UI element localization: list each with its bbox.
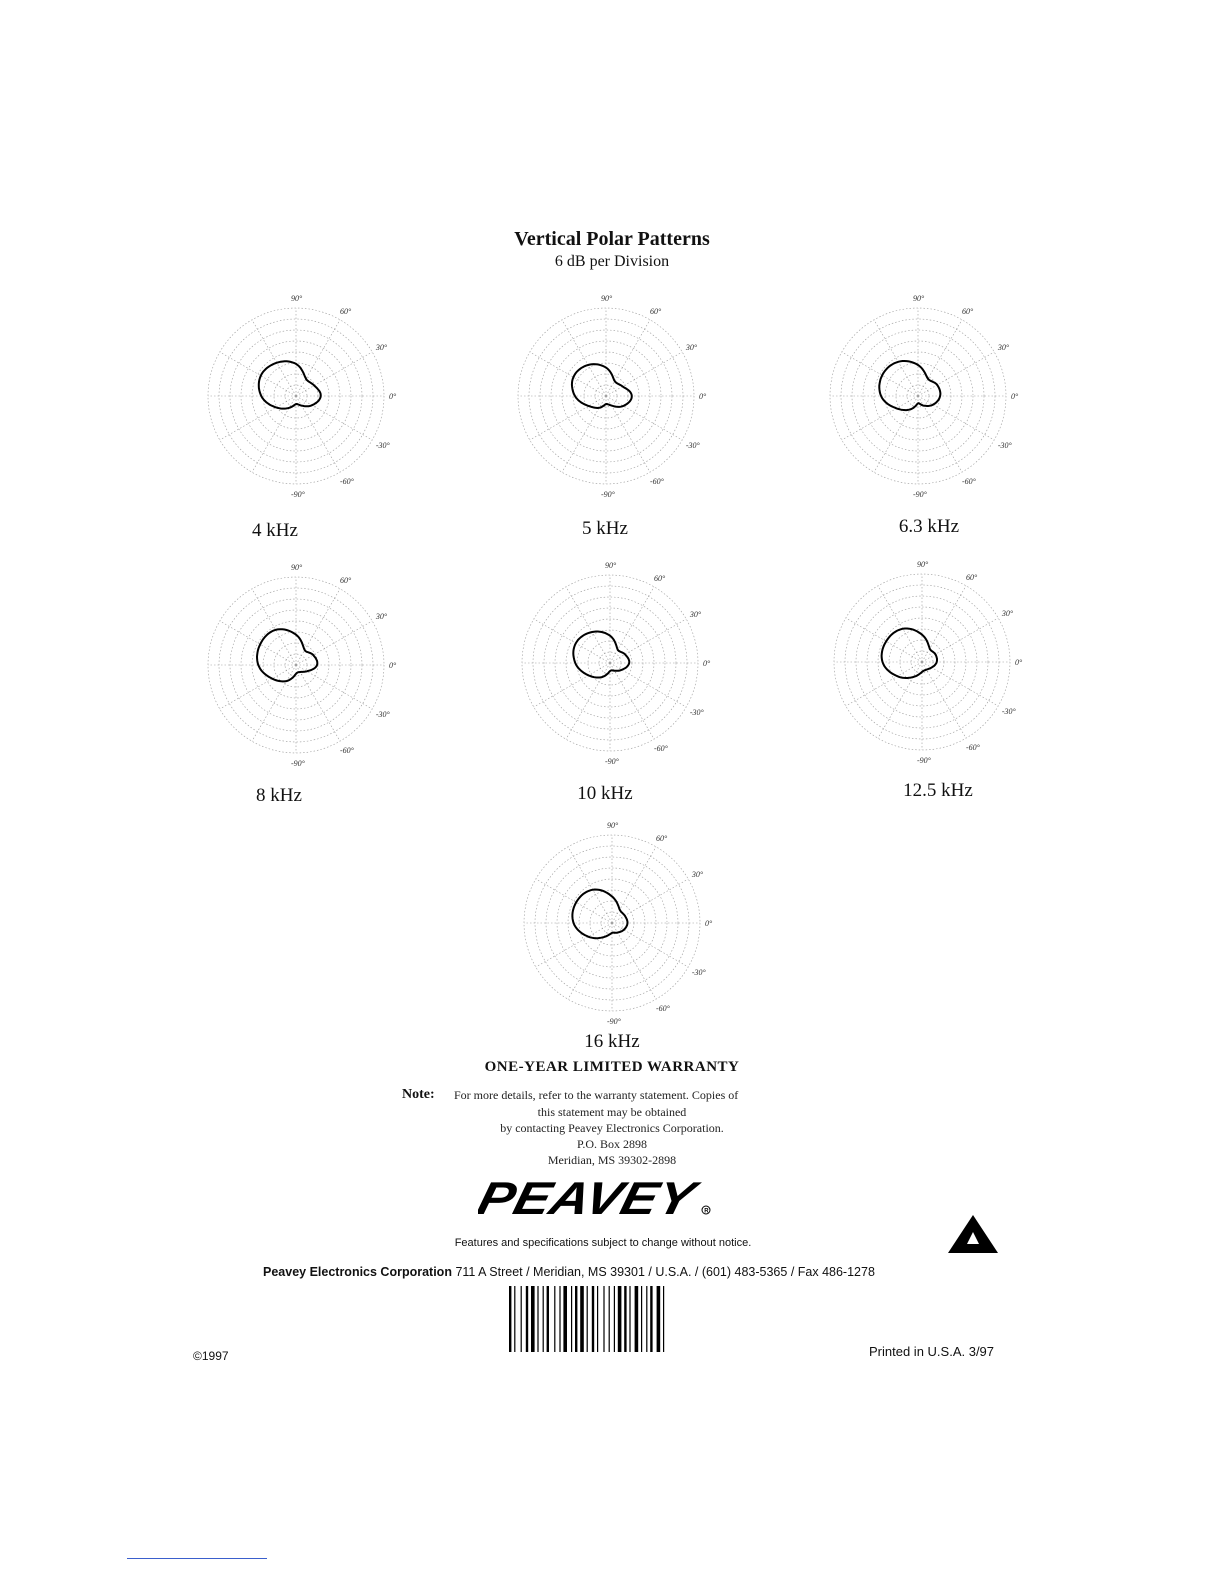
printed-in: Printed in U.S.A. 3/97: [869, 1344, 995, 1359]
corp-name: Peavey Electronics Corporation: [263, 1265, 452, 1279]
polar-plot-8khz: [196, 563, 397, 770]
angle-label: 30°: [1001, 609, 1014, 618]
svg-text:PEAVEY: PEAVEY: [478, 1178, 669, 1220]
polar-grid: [510, 561, 711, 768]
polar-plot-4khz: [196, 294, 397, 501]
angle-label: 30°: [691, 870, 704, 879]
barcode-bar: [509, 1286, 511, 1352]
note-line: Meridian, MS 39302-2898: [547, 1153, 677, 1167]
angle-label: 0°: [1011, 392, 1019, 401]
features-notice: Features and specifications subject to change without notice.: [454, 1237, 752, 1249]
peavey-logo: [478, 1178, 723, 1225]
angle-label: 0°: [389, 661, 397, 670]
angle-label: -30°: [375, 710, 390, 719]
copyright: ©1997: [193, 1349, 229, 1363]
angle-label: 60°: [340, 576, 352, 586]
barcode-bar: [663, 1286, 664, 1352]
note-line: by contacting Peavey Electronics Corporation.: [500, 1121, 724, 1135]
barcode-bar: [531, 1286, 535, 1352]
barcode: [509, 1286, 699, 1371]
barcode-bar: [537, 1286, 538, 1352]
polar-pattern-curve: [257, 629, 317, 681]
freq-label-8khz: 8 kHz: [256, 785, 302, 806]
polar-pattern-curve: [573, 632, 629, 678]
angle-label: 60°: [962, 307, 974, 317]
barcode-bar: [526, 1286, 528, 1352]
angle-label: 0°: [703, 659, 711, 668]
angle-label: 60°: [654, 574, 666, 584]
freq-label-5khz: 5 kHz: [582, 518, 628, 539]
barcode-bar: [635, 1286, 639, 1352]
angle-label: -30°: [685, 441, 700, 450]
polar-grid: [196, 294, 397, 501]
corp-line: [263, 1265, 875, 1279]
angle-label: 60°: [340, 307, 352, 317]
angle-label: 90°: [917, 560, 929, 569]
barcode-bar: [597, 1286, 598, 1352]
polar-pattern-curve: [259, 361, 321, 408]
polar-plot-6-3khz: [818, 294, 1019, 501]
barcode-bar: [547, 1286, 549, 1352]
angle-label: -60°: [962, 476, 976, 486]
angle-label: -30°: [691, 968, 706, 977]
angle-label: -60°: [340, 745, 354, 755]
angle-label: -90°: [917, 756, 931, 765]
angle-label: 0°: [699, 392, 707, 401]
angle-label: 30°: [375, 612, 388, 621]
angle-label: -60°: [340, 476, 354, 486]
barcode-bar: [554, 1286, 555, 1352]
warranty-title: ONE-YEAR LIMITED WARRANTY: [484, 1059, 740, 1075]
angle-label: 30°: [689, 610, 702, 619]
barcode-bar: [603, 1286, 604, 1352]
angle-label: -30°: [1001, 707, 1016, 716]
angle-label: 90°: [291, 294, 303, 303]
angle-label: 90°: [291, 563, 303, 572]
barcode-bar: [641, 1286, 642, 1352]
barcode-bar: [646, 1286, 647, 1352]
page-subtitle: 6 dB per Division: [554, 253, 670, 270]
angle-label: 0°: [1015, 658, 1023, 667]
freq-label-6-3khz: 6.3 kHz: [898, 516, 960, 537]
note-line: P.O. Box 2898: [576, 1137, 647, 1151]
barcode-bar: [571, 1286, 572, 1352]
barcode-bar: [559, 1286, 560, 1352]
angle-label: 0°: [389, 392, 397, 401]
angle-label: -90°: [291, 490, 305, 499]
polar-grid: [818, 294, 1019, 501]
barcode-bar: [521, 1286, 522, 1352]
angle-label: 30°: [997, 343, 1010, 352]
barcode-bar: [580, 1286, 584, 1352]
angle-label: 90°: [605, 561, 617, 570]
barcode-bar: [609, 1286, 610, 1352]
barcode-bar: [563, 1286, 567, 1352]
note-line: this statement may be obtained: [537, 1105, 687, 1119]
barcode-bar: [618, 1286, 622, 1352]
barcode-bar: [514, 1286, 515, 1352]
angle-label: -30°: [375, 441, 390, 450]
barcode-bar: [650, 1286, 652, 1352]
barcode-bar: [575, 1286, 577, 1352]
angle-label: -60°: [966, 742, 980, 752]
warning-triangle-icon: [946, 1213, 1000, 1260]
polar-pattern-curve: [572, 890, 627, 939]
angle-label: -90°: [601, 490, 615, 499]
polar-grid: [822, 560, 1023, 767]
polar-plot-12-5khz: [822, 560, 1023, 767]
corp-address: 711 A Street / Meridian, MS 39301 / U.S.A. / (601) 483-5365 / Fax 486-1278: [455, 1265, 875, 1279]
barcode-bar: [592, 1286, 594, 1352]
angle-label: -60°: [656, 1003, 670, 1013]
angle-label: 90°: [913, 294, 925, 303]
angle-label: -60°: [650, 476, 664, 486]
angle-label: -90°: [291, 759, 305, 768]
svg-text:R: R: [704, 1208, 709, 1215]
polar-plot-16khz: [512, 821, 713, 1028]
angle-label: 90°: [601, 294, 613, 303]
polar-grid: [506, 294, 707, 501]
angle-label: -30°: [689, 708, 704, 717]
freq-label-10khz: 10 kHz: [577, 783, 633, 804]
bottom-rule: [127, 1558, 267, 1559]
angle-label: 60°: [656, 834, 668, 844]
polar-pattern-curve: [572, 364, 632, 408]
angle-label: -60°: [654, 743, 668, 753]
note-label: Note:: [402, 1087, 435, 1102]
freq-label-16khz: 16 kHz: [584, 1031, 640, 1052]
angle-label: 90°: [607, 821, 619, 830]
angle-label: 30°: [375, 343, 388, 352]
freq-label-4khz: 4 kHz: [252, 520, 298, 541]
angle-label: 0°: [705, 919, 713, 928]
angle-label: -90°: [607, 1017, 621, 1026]
page-title: Vertical Polar Patterns: [514, 228, 710, 250]
polar-plot-10khz: [510, 561, 711, 768]
polar-plot-5khz: [506, 294, 707, 501]
polar-grid: [196, 563, 397, 770]
angle-label: 30°: [685, 343, 698, 352]
barcode-bar: [587, 1286, 588, 1352]
angle-label: -30°: [997, 441, 1012, 450]
barcode-bar: [657, 1286, 661, 1352]
angle-label: 60°: [650, 307, 662, 317]
barcode-bar: [624, 1286, 626, 1352]
freq-label-12-5khz: 12.5 kHz: [903, 780, 973, 801]
angle-label: 60°: [966, 573, 978, 583]
barcode-bar: [614, 1286, 615, 1352]
angle-label: -90°: [605, 757, 619, 766]
barcode-bar: [543, 1286, 544, 1352]
polar-grid: [512, 821, 713, 1028]
note-line: For more details, refer to the warranty statement. Copies of: [454, 1088, 739, 1102]
polar-pattern-curve: [879, 361, 940, 410]
barcode-bar: [629, 1286, 630, 1352]
angle-label: -90°: [913, 490, 927, 499]
